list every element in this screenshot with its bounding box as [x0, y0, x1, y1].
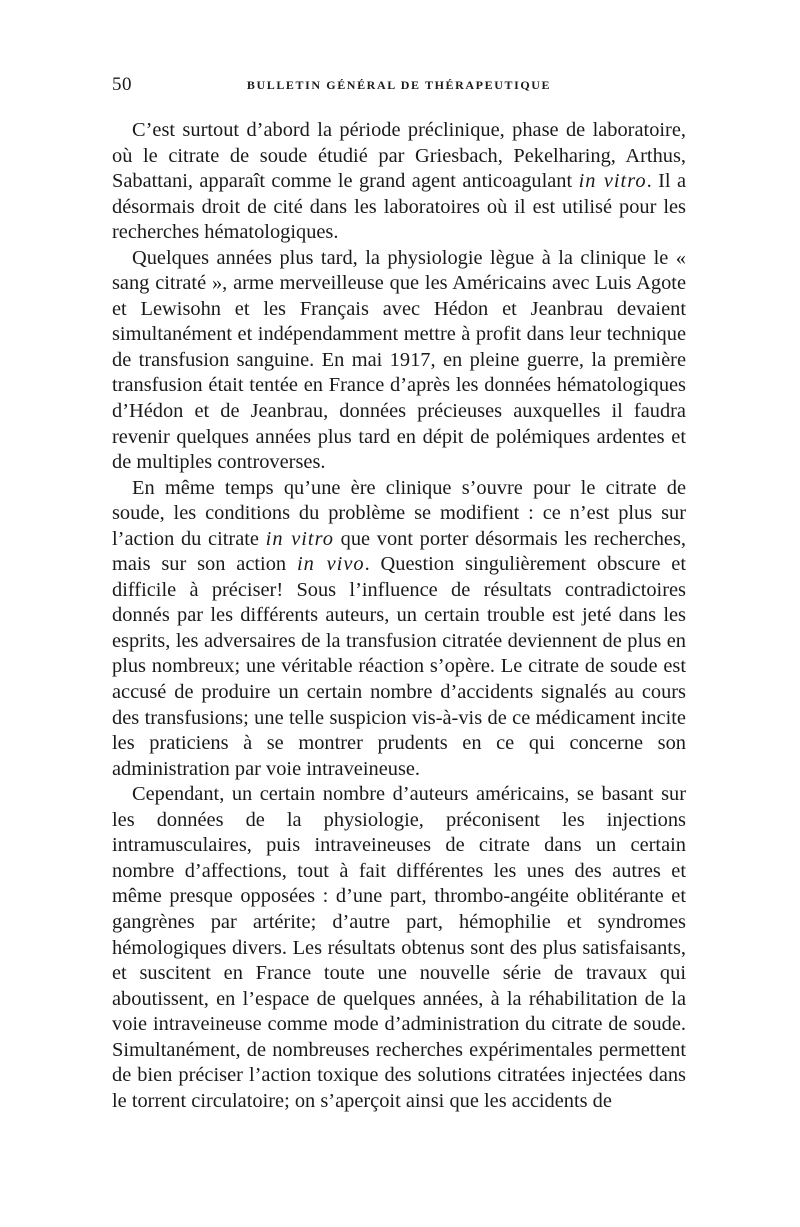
text-segment: Cependant, un certain nombre d’auteurs américains, se basant sur les données de la physiologie, préconisent les injections intramusculaires, puis intraveineuses de citrate dans un certain nombre d’affections, tout à fait différentes les unes des autres et même presque opposées : d’une part, thrombo-angéite oblitérante et gangrènes par artérite; d’autre part, hémophilie et syndromes hémologiques divers. Les résultats obtenus sont des plus satisfaisants, et suscitent en France toute une nouvelle série de travaux qui aboutissent, en l’espace de quelques années, à la réhabilitation de la voie intraveineuse comme mode d’administration du citrate de soude. Simultanément, de nombreuses recherches expérimentales permettent de bien préciser l’action toxique des solutions citratées injectées dans le torrent circulatoire; on s’aperçoit ainsi que les accidents de [112, 783, 686, 1112]
text-segment: . Question singulièrement obscure et difficile à préciser! Sous l’influence de résultats contradictoires donnés par les différents auteurs, un certain trouble est jeté dans les esprits, les adversaires de la transfusion citratée deviennent de plus en plus nombreux; une véritable réaction s’opère. Le citrate de soude est accusé de produire un certain nombre d’accidents signalés au cours des transfusions; une telle suspicion vis-à-vis de ce médicament incite les praticiens à se montrer prudents en ce qui concerne son administration par voie intraveineuse. [112, 553, 686, 780]
running-head [112, 74, 686, 98]
journal-title: BULLETIN GÉNÉRAL DE THÉRAPEUTIQUE [246, 78, 552, 92]
paragraph [112, 118, 686, 246]
text-segment: C’est surtout d’abord la période préclinique, phase de laboratoire, où le citrate de soude étudié par Griesbach, Pekelharing, Arthus, Sabattani, apparaît comme le grand agent anticoagulant [112, 119, 686, 193]
text-segment: . Il a désormais droit de cité dans les laboratoires où il est utilisé pour les recherches hématologiques. [112, 170, 686, 244]
paragraph [112, 476, 686, 783]
italic-phrase: in vitro [265, 527, 334, 550]
text-segment: que vont porter désormais les recherches, mais sur son action [112, 527, 686, 576]
paragraph [112, 246, 686, 476]
italic-phrase: in vitro [578, 170, 647, 193]
paragraph [112, 782, 686, 1114]
body-text [112, 118, 686, 1114]
page-number: 50 [112, 74, 132, 95]
text-segment: Quelques années plus tard, la physiologie lègue à la clinique le « sang citraté », arme merveilleuse que les Américains avec Luis Agote et Lewisohn et les Français avec Hédon et Jeanbrau devaient simultanément et indépendamment mettre à profit dans leur technique de transfusion sanguine. En mai 1917, en pleine guerre, la première transfusion était tentée en France d’après les données hématologiques d’Hédon et de Jeanbrau, données précieuses auxquelles il faudra revenir quelques années plus tard en dépit de polémiques ardentes et de multiples controverses. [112, 246, 686, 474]
italic-phrase: in vivo [296, 553, 365, 576]
text-segment: En même temps qu’une ère clinique s’ouvre pour le citrate de soude, les conditions du problème se modifient : ce n’est plus sur l’action du citrate [112, 476, 686, 550]
